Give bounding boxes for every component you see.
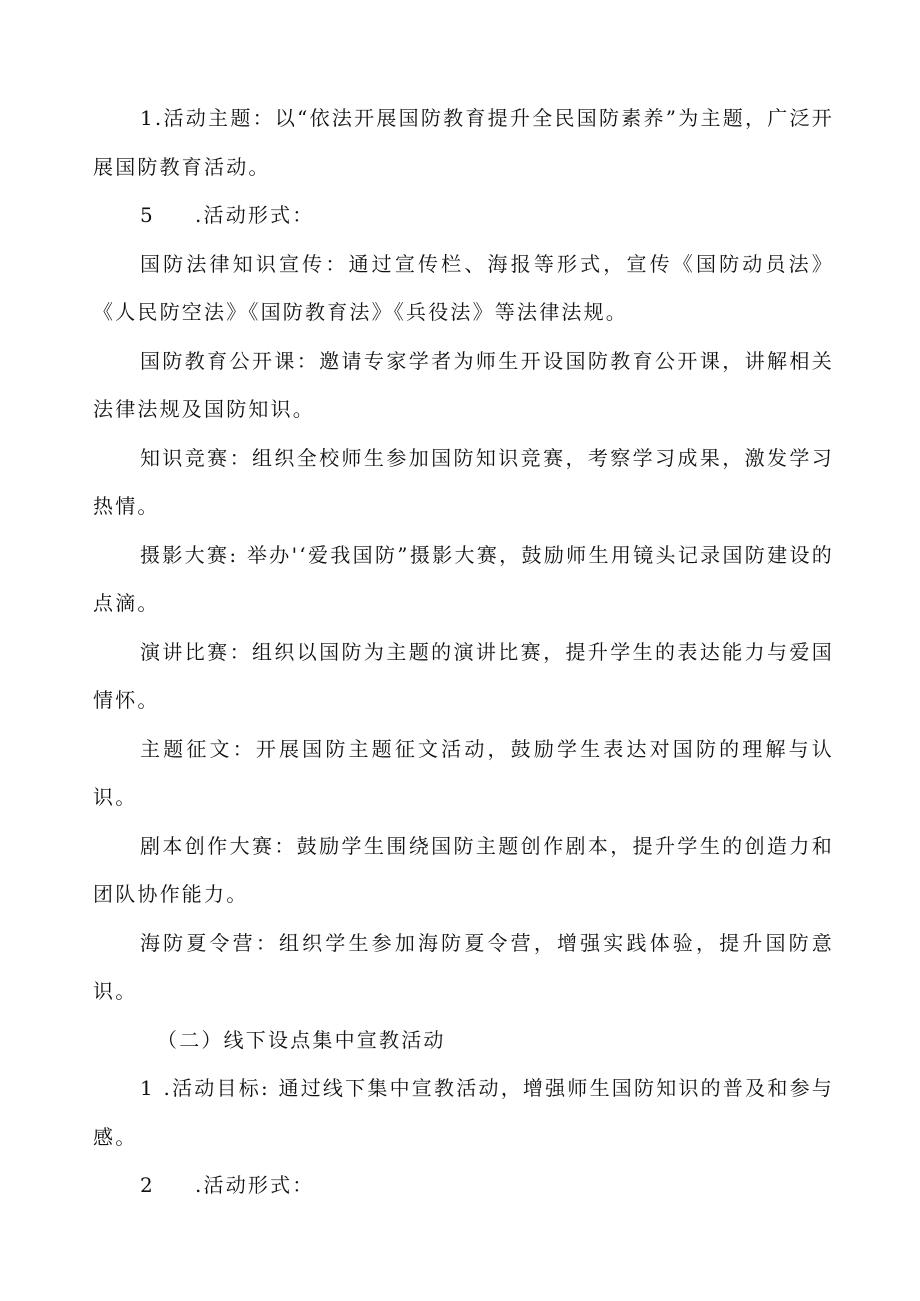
paragraph-activity-form-heading-2 bbox=[93, 1161, 834, 1210]
heading-text: .活动形式： bbox=[194, 203, 315, 227]
paragraph-essay-contest: 主题征文：开展国防主题征文活动，鼓励学生表达对国防的理解与认识。 bbox=[93, 736, 834, 809]
paragraph-law-knowledge: 国防法律知识宣传：通过宣传栏、海报等形式，宣传《国防动员法》《人民防空法》《国防教育法》《兵役法》等法律法规。 bbox=[93, 251, 834, 324]
list-number: 2 bbox=[140, 1173, 155, 1197]
paragraph-knowledge-contest: 知识竞赛：组织全校师生参加国防知识竞赛，考察学习成果，激发学习热情。 bbox=[93, 445, 834, 518]
paragraph-script-contest: 剧本创作大赛：鼓励学生围绕国防主题创作剧本，提升学生的创造力和团队协作能力。 bbox=[93, 833, 834, 906]
paragraph-photo-contest: 摄影大赛: 举办'‘爱我国防”摄影大赛，鼓励师生用镜头记录国防建设的点滴。 bbox=[93, 542, 834, 615]
list-number: 5 bbox=[140, 203, 155, 227]
heading-text: .活动形式： bbox=[194, 1173, 315, 1197]
paragraph-summer-camp: 海防夏令营：组织学生参加海防夏令营，增强实践体验，提升国防意识。 bbox=[93, 930, 834, 1003]
paragraph-activity-goal: 1 .活动目标: 通过线下集中宣教活动，增强师生国防知识的普及和参与感。 bbox=[93, 1076, 834, 1149]
paragraph-speech-contest: 演讲比赛：组织以国防为主题的演讲比赛，提升学生的表达能力与爱国情怀。 bbox=[93, 639, 834, 712]
paragraph-activity-form-heading bbox=[93, 191, 834, 240]
paragraph-activity-theme: 1.活动主题：以“依法开展国防教育提升全民国防素养”为主题，广泛开展国防教育活动。 bbox=[93, 106, 834, 179]
section-heading-two: （二）线下设点集中宣教活动 bbox=[157, 1027, 446, 1052]
paragraph-open-class: 国防教育公开课：邀请专家学者为师生开设国防教育公开课，讲解相关法律法规及国防知识。 bbox=[93, 348, 834, 421]
